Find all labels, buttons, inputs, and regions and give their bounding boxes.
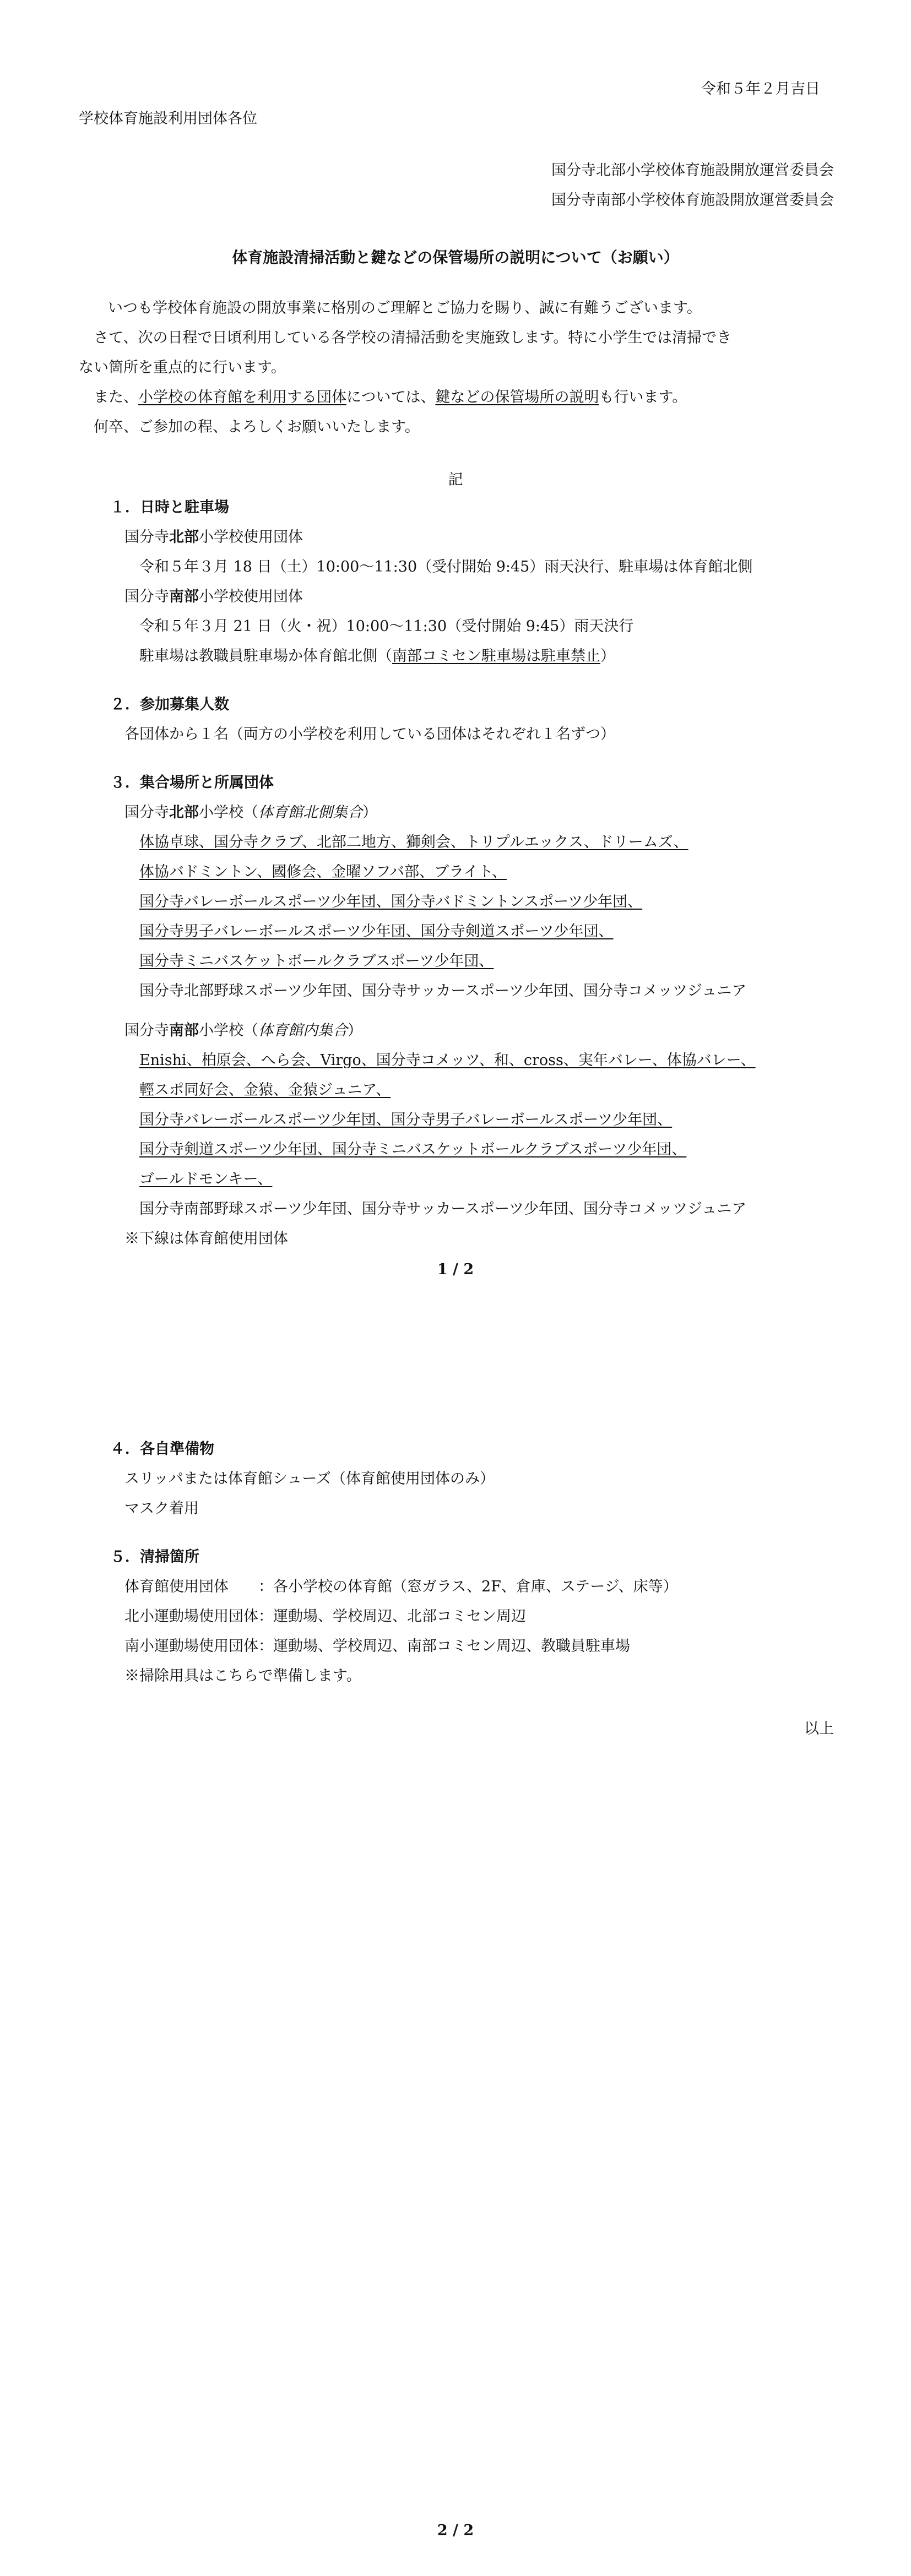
s3-south-post: ） [348,1022,362,1039]
intro-line-2: さて、次の日程で日頃利用している各学校の清掃活動を実施致します。特に小学生では清掃でき [94,329,732,346]
s3-south-mid: 小学校（ [199,1022,258,1039]
section-1-heading: １．日時と駐車場 [110,499,229,516]
intro-line-4-pre: また、 [94,389,138,406]
closing-ijo: 以上 [804,1720,834,1737]
s3-south-label [124,1020,362,1042]
s4-item-2: マスク着用 [124,1500,199,1517]
s3-north-mid: 小学校（ [199,804,258,821]
s3-north-pre: 国分寺 [124,804,169,821]
section-4-heading: ４．各自準備物 [110,1441,214,1458]
s5-row-north-text: 運動場、学校周辺、北部コミセン周辺 [273,1608,526,1625]
s1-north-label [124,526,303,548]
s3-south-meeting-place: 体育館内集合 [258,1022,348,1039]
sender-line-2: 国分寺南部小学校体育施設開放運営委員会 [551,192,834,209]
s3-north-group-line-4: 国分寺男子バレーボールスポーツ少年団、国分寺剣道スポーツ少年団、 [139,923,614,940]
s3-south-pre: 国分寺 [124,1022,169,1039]
s3-south-group-line-4: 国分寺剣道スポーツ少年団、国分寺ミニバスケットボールクラブスポーツ少年団、 [139,1141,687,1158]
s3-north-label [124,802,377,824]
s1-south-bold: 南部 [169,588,199,605]
s3-north-meeting-place: 体育館北側集合 [258,804,362,821]
section-5-heading: ５．清掃箇所 [110,1548,199,1566]
sender-line-1: 国分寺北部小学校体育施設開放運営委員会 [551,162,834,179]
s5-row-south-text: 運動場、学校周辺、南部コミセン周辺、教職員駐車場 [273,1638,630,1655]
s3-south-group-plain: 国分寺南部野球スポーツ少年団、国分寺サッカースポーツ少年団、国分寺コメッツジュニア [139,1200,747,1218]
s1-north-pre: 国分寺 [124,529,169,546]
s3-north-bold: 北部 [169,804,199,821]
s1-south-parking [139,645,615,667]
s1-south-pre: 国分寺 [124,588,169,605]
s3-south-group-line-2: 輕スポ同好会、金猿、金猿ジュニア、 [139,1082,391,1099]
document-title: 体育施設清掃活動と鍵などの保管場所の説明について（お願い） [232,248,679,267]
intro-line-5: 何卒、ご参加の程、よろしくお願いいたします。 [94,419,420,436]
s5-row-north-ground [124,1606,526,1628]
s3-south-group-line-1: Enishi、柏原会、へら会、Virgo、国分寺コメッツ、和、cross、実年バレー、体協バレー、 [139,1052,756,1069]
s3-south-group-line-3: 国分寺バレーボールスポーツ少年団、国分寺男子バレーボールスポーツ少年団、 [139,1111,673,1128]
s1-south-post: 小学校使用団体 [199,588,303,605]
issue-date: 令和５年２月吉日 [701,80,820,97]
s3-underline-note: ※下線は体育館使用団体 [124,1230,288,1247]
section-2-heading: ２．参加募集人数 [110,696,229,713]
intro-line-3: ない箇所を重点的に行います。 [79,359,286,376]
ki-mark: 記 [448,471,463,488]
s1-south-label [124,586,303,608]
s5-row-north-label: 北小運動場使用団体： [124,1608,273,1625]
s5-row-gym-text: 各小学校の体育館（窓ガラス、2F、倉庫、ステージ、床等） [273,1578,678,1595]
s5-note: ※掃除用具はこちらで準備します。 [124,1667,361,1684]
intro-underlined-groups: 小学校の体育館を利用する団体 [138,389,346,406]
s1-parking-post: ） [600,648,615,665]
s1-north-detail: 令和５年３月 18 日（土）10:00～11:30（受付開始 9:45）雨天決行、駐車場は体育館北側 [139,558,753,575]
s1-parking-underlined: 南部コミセン駐車場は駐車禁止 [392,648,600,665]
s5-row-south-ground [124,1635,630,1657]
page-number-1: 1 / 2 [437,1261,474,1278]
s1-parking-pre: 駐車場は教職員駐車場か体育館北側（ [139,648,392,665]
s3-north-group-line-2: 体協バドミントン、國修会、金曜ソフバ部、ブライト、 [139,863,507,881]
s5-row-gym-label: 体育館使用団体 ： [124,1578,273,1595]
page-number-2: 2 / 2 [437,2522,474,2539]
s2-text: 各団体から１名（両方の小学校を利用している団体はそれぞれ１名ずつ） [124,726,615,743]
addressee: 学校体育施設利用団体各位 [79,110,257,127]
s4-item-1: スリッパまたは体育館シューズ（体育館使用団体のみ） [124,1470,495,1487]
s1-north-bold: 北部 [169,529,199,546]
intro-underlined-keys: 鍵などの保管場所の説明 [435,389,599,406]
s3-south-group-line-5: ゴールドモンキー、 [139,1171,273,1188]
s3-north-group-line-3: 国分寺バレーボールスポーツ少年団、国分寺バドミントンスポーツ少年団、 [139,893,643,910]
s5-row-gym [124,1576,678,1598]
s3-north-group-line-5: 国分寺ミニバスケットボールクラブスポーツ少年団、 [139,953,494,970]
intro-line-4-post: も行います。 [599,389,687,406]
s1-south-detail: 令和５年３月 21 日（火・祝）10:00～11:30（受付開始 9:45）雨天決行 [139,618,634,635]
intro-line-1: いつも学校体育施設の開放事業に格別のご理解とご協力を賜り、誠に有難うございます。 [108,300,702,317]
s3-north-group-plain: 国分寺北部野球スポーツ少年団、国分寺サッカースポーツ少年団、国分寺コメッツジュニア [139,982,747,999]
s3-south-bold: 南部 [169,1022,199,1039]
intro-line-4 [94,387,687,409]
intro-line-4-mid: については、 [346,389,436,406]
section-3-heading: ３．集合場所と所属団体 [110,774,274,791]
s3-north-group-line-1: 体協卓球、国分寺クラブ、北部二地方、獅剣会、トリプルエックス、ドリームズ、 [139,834,688,851]
s1-north-post: 小学校使用団体 [199,529,303,546]
s5-row-south-label: 南小運動場使用団体： [124,1638,273,1655]
s3-north-post: ） [362,804,377,821]
